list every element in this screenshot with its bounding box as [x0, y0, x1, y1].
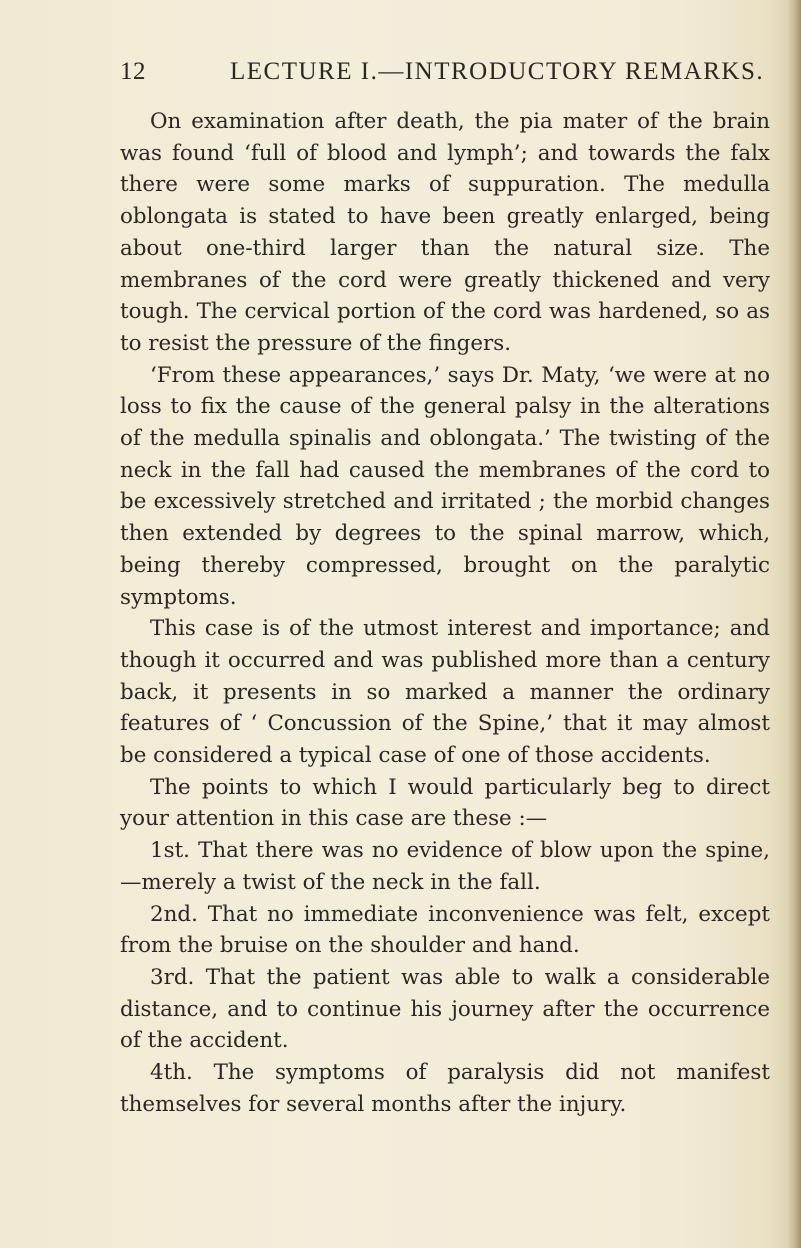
- page-number: 12: [120, 58, 146, 85]
- page-header: [120, 52, 780, 92]
- paragraph: 3rd. That the patient was able to walk a considerable distance, and to continue his journey after the occurrence of the accident.: [120, 964, 770, 1054]
- paragraph: 4th. The symptoms of paralysis did not manifest themselves for several months after the injury.: [120, 1060, 770, 1117]
- running-head: LECTURE I.—INTRODUCTORY REMARKS.: [230, 58, 765, 85]
- paragraph: The points to which I would particularly beg to direct your attention in this case are these :—: [120, 774, 770, 832]
- body-text: [120, 106, 770, 1121]
- paragraph: On examination after death, the pia mater of the brain was found ‘full of blood and lymph’; and towards the falx there were some marks of suppuration. The medulla oblongata is stated to have been greatly enlarged, being about one-third larger than the natural size. The membranes of the cord were greatly thickened and very tough. The cervical portion of the cord was hardened, so as to resist the pressure of the fingers.: [120, 109, 770, 356]
- paragraph: 1st. That there was no evidence of blow upon the spine,—merely a twist of the neck in the fall.: [120, 838, 770, 895]
- paragraph: 2nd. That no immediate inconvenience was felt, except from the bruise on the shoulder and hand.: [120, 901, 770, 959]
- page-edge-shadow: [787, 0, 801, 1248]
- paragraph: This case is of the utmost interest and importance; and though it occurred and was published more than a century back, it presents in so marked a manner the ordinary features of ‘ Concussion of the Spine,’ that it may almost be considered a typical case of one of those accidents.: [120, 616, 770, 769]
- paragraph: ‘From these appearances,’ says Dr. Maty, ‘we were at no loss to fix the cause of the general palsy in the alterations of the medulla spinalis and oblongata.’ The twisting of the neck in the fall had caused the membranes of the cord to be excessively stretched and irritated ; the morbid changes then extended by degrees to the spinal marrow, which, being thereby compressed, brought on the paralytic symptoms.: [120, 362, 770, 610]
